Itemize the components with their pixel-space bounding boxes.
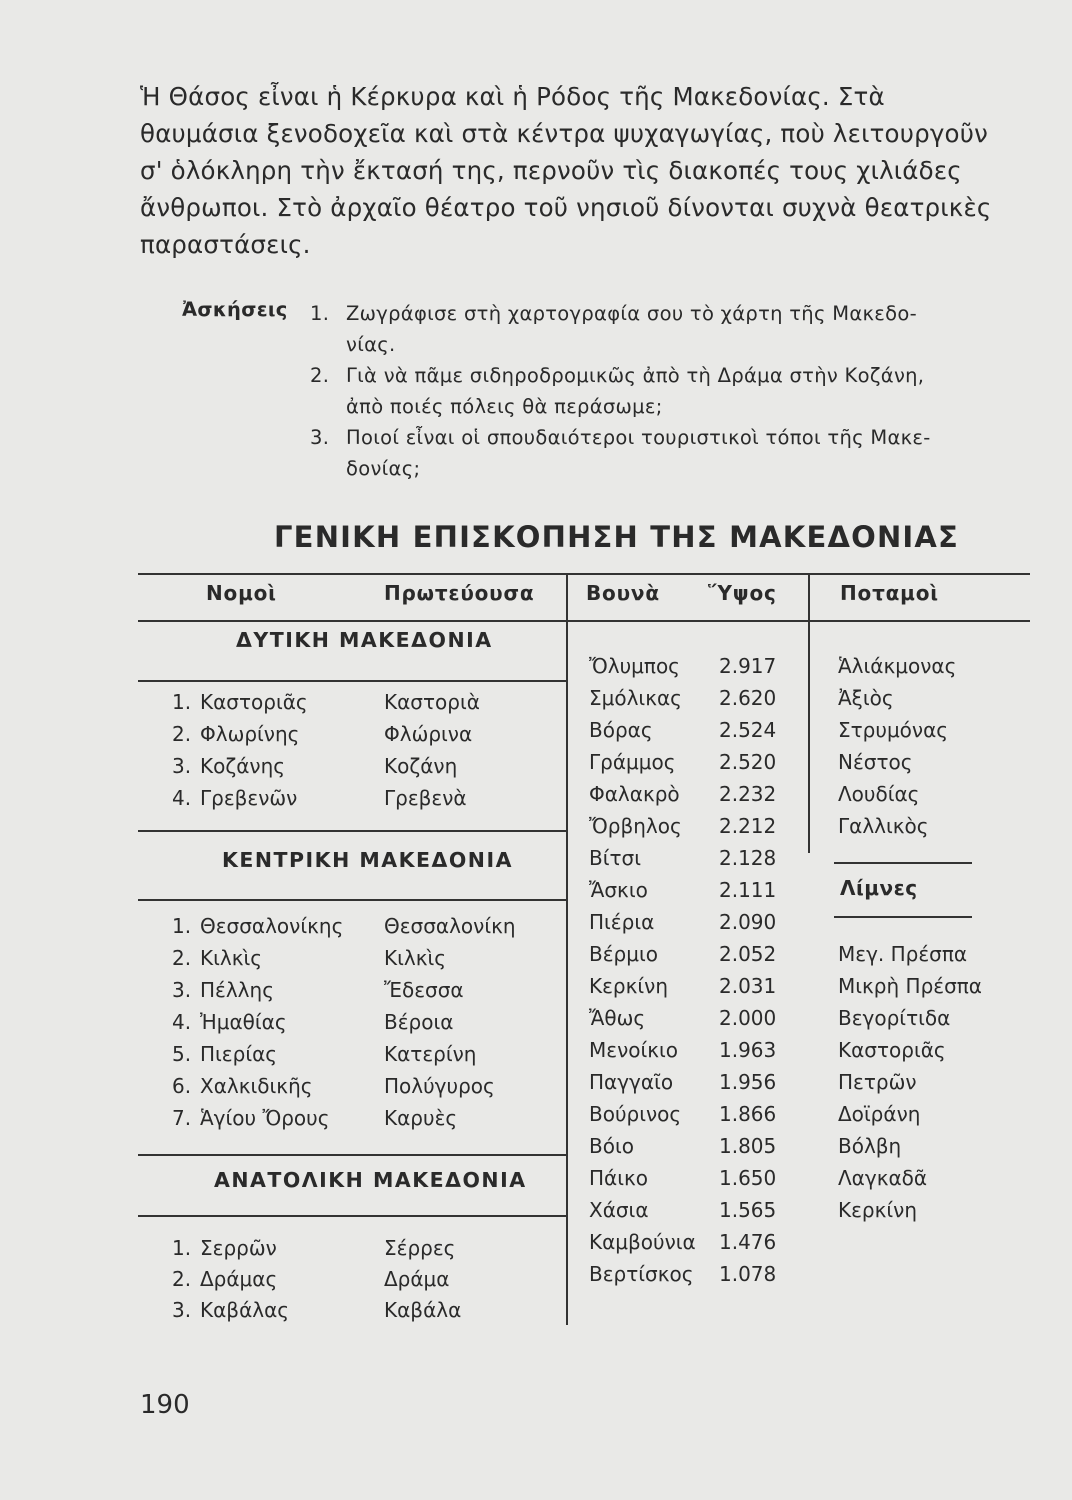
mountain-height: 2.917 [719,654,777,678]
mountain-name: Γράμμος [589,750,676,774]
prefecture-name: Καβάλας [200,1298,290,1322]
mountain-height: 1.956 [719,1070,777,1094]
prefecture-name: Φλωρίνης [200,722,300,746]
exercise-number: 1. [310,302,330,325]
row-number: 2. [172,1267,192,1291]
mountain-height: 1.650 [719,1166,777,1190]
capital-name: Δράμα [384,1267,450,1291]
header-capital: Πρωτεύουσα [384,581,535,605]
prefecture-name: Σερρῶν [200,1236,277,1260]
row-number: 3. [172,754,192,778]
prefecture-name: Κοζάνης [200,754,285,778]
region-heading: ΔΥΤΙΚΗ ΜΑΚΕΔΟΝΙΑ [236,628,493,652]
row-number: 7. [172,1106,192,1130]
exercise-text: Ποιοί εἶναι οἱ σπουδαιότεροι τουριστικοὶ τόποι τῆς Μακε- [346,426,931,449]
header-altitude: Ὕψος [708,581,777,605]
river-name: Στρυμόνας [838,718,948,742]
region-rule [138,1154,566,1156]
region-rule [138,830,566,832]
prefecture-name: Καστοριᾶς [200,690,308,714]
mountain-name: Κερκίνη [589,974,669,998]
lake-name: Βόλβη [838,1134,902,1158]
paragraph-line: θαυμάσια ξενοδοχεῖα καὶ στὰ κέντρα ψυχαγωγίας, ποὺ λειτουργοῦν [140,119,988,148]
lake-name: Μεγ. Πρέσπα [838,942,968,966]
exercise-number: 2. [310,364,330,387]
region-rule [138,1215,566,1217]
lakes-heading: Λίμνες [840,876,918,900]
paragraph-line: ἄνθρωποι. Στὸ ἀρχαῖο θέατρο τοῦ νησιοῦ δίνονται συχνὰ θεατρικὲς [140,193,992,222]
lake-name: Πετρῶν [838,1070,917,1094]
mountain-name: Μενοίκιο [589,1038,679,1062]
paragraph-line: σ' ὁλόκληρη τὴν ἔκτασή της, περνοῦν τὶς διακοπές τους χιλιάδες [140,156,962,185]
exercise-text: δονίας; [346,457,421,480]
mountain-height: 2.111 [719,878,777,902]
mountain-name: Ἄθως [589,1006,646,1030]
region-rule [138,680,566,682]
mountain-name: Βόιο [589,1134,634,1158]
exercise-text: ἀπὸ ποιές πόλεις θὰ περάσωμε; [346,395,663,418]
page-number: 190 [140,1390,190,1420]
mountain-name: Βόρας [589,718,653,742]
exercise-text: Ζωγράφισε στὴ χαρτογραφία σου τὸ χάρτη τῆς Μακεδο- [346,302,917,325]
row-number: 1. [172,914,192,938]
mountain-name: Πάικο [589,1166,649,1190]
table-title: ΓΕΝΙΚΗ ΕΠΙΣΚΟΠΗΣΗ ΤΗΣ ΜΑΚΕΔΟΝΙΑΣ [274,520,960,554]
header-mountains: Βουνὰ [586,581,660,605]
region-heading: ΑΝΑΤΟΛΙΚΗ ΜΑΚΕΔΟΝΙΑ [214,1168,527,1192]
mountain-height: 2.524 [719,718,777,742]
prefecture-name: Θεσσαλονίκης [200,914,344,938]
paragraph-line: Ἡ Θάσος εἶναι ἡ Κέρκυρα καὶ ἡ Ρόδος τῆς Μακεδονίας. Στὰ [140,82,885,111]
capital-name: Βέροια [384,1010,454,1034]
river-name: Νέστος [838,750,913,774]
capital-name: Φλώρινα [384,722,473,746]
row-number: 3. [172,978,192,1002]
prefecture-name: Δράμας [200,1267,278,1291]
lake-name: Βεγορίτιδα [838,1006,951,1030]
region-heading: ΚΕΝΤΡΙΚΗ ΜΑΚΕΔΟΝΙΑ [222,848,513,872]
mountain-height: 2.232 [719,782,777,806]
mountain-height: 2.031 [719,974,777,998]
mountain-height: 1.565 [719,1198,777,1222]
mountain-height: 2.000 [719,1006,777,1030]
capital-name: Καβάλα [384,1298,462,1322]
mountain-height: 1.805 [719,1134,777,1158]
prefecture-name: Πέλλης [200,978,274,1002]
exercise-text: νίας. [346,333,396,356]
mountain-name: Χάσια [589,1198,649,1222]
river-name: Λουδίας [838,782,920,806]
lake-name: Κερκίνη [838,1198,918,1222]
river-name: Ἁλιάκμονας [838,654,957,678]
capital-name: Κατερίνη [384,1042,477,1066]
header-rivers: Ποταμοὶ [840,581,939,605]
region-rule [138,899,566,901]
prefecture-name: Ἠμαθίας [200,1010,287,1034]
mountain-height: 2.052 [719,942,777,966]
row-number: 1. [172,690,192,714]
row-number: 5. [172,1042,192,1066]
mountain-name: Βερτίσκος [589,1262,694,1286]
capital-name: Καρυὲς [384,1106,458,1130]
intro-paragraph [140,78,1040,263]
paragraph-line: παραστάσεις. [140,230,311,259]
capital-name: Ἔδεσσα [384,978,464,1002]
row-number: 3. [172,1298,192,1322]
mountain-height: 2.212 [719,814,777,838]
capital-name: Θεσσαλονίκη [384,914,516,938]
row-number: 2. [172,722,192,746]
mountain-name: Καμβούνια [589,1230,696,1254]
mountain-name: Βούρινος [589,1102,682,1126]
exercise-number: 3. [310,426,330,449]
exercise-text: Γιὰ νὰ πᾶμε σιδηροδρομικῶς ἀπὸ τὴ Δράμα στὴν Κοζάνη, [346,364,925,387]
row-number: 4. [172,786,192,810]
mountain-name: Παγγαῖο [589,1070,674,1094]
lake-name: Δοϊράνη [838,1102,921,1126]
mountain-height: 2.520 [719,750,777,774]
mountain-height: 1.963 [719,1038,777,1062]
capital-name: Γρεβενὰ [384,786,467,810]
river-name: Γαλλικὸς [838,814,929,838]
mountain-name: Ὄρβηλος [589,814,682,838]
mountain-name: Βίτσι [589,846,641,870]
table-top-rule [138,573,1030,575]
capital-name: Κοζάνη [384,754,458,778]
lakes-rule [834,916,972,918]
lake-name: Μικρὴ Πρέσπα [838,974,982,998]
prefecture-name: Χαλκιδικῆς [200,1074,313,1098]
mountain-name: Φαλακρὸ [589,782,680,806]
exercises-heading: Ἀσκήσεις [182,298,288,321]
row-number: 2. [172,946,192,970]
column-divider [566,573,568,1325]
mountain-height: 1.078 [719,1262,777,1286]
lake-name: Καστοριᾶς [838,1038,946,1062]
mountain-height: 1.866 [719,1102,777,1126]
mountain-name: Βέρμιο [589,942,658,966]
capital-name: Σέρρες [384,1236,456,1260]
header-prefectures: Νομοὶ [206,581,277,605]
prefecture-name: Ἁγίου Ὄρους [200,1106,330,1130]
capital-name: Πολύγυρος [384,1074,495,1098]
lake-name: Λαγκαδᾶ [838,1166,928,1190]
mountain-height: 2.620 [719,686,777,710]
mountain-name: Πιέρια [589,910,655,934]
prefecture-name: Κιλκὶς [200,946,263,970]
prefecture-name: Πιερίας [200,1042,278,1066]
river-name: Ἀξιὸς [838,686,894,710]
mountain-name: Ὄλυμπος [589,654,680,678]
mountain-name: Σμόλικας [589,686,682,710]
header-bottom-rule [138,620,1030,622]
column-divider [808,573,810,853]
mountain-height: 2.128 [719,846,777,870]
capital-name: Καστοριὰ [384,690,480,714]
mountain-height: 1.476 [719,1230,777,1254]
capital-name: Κιλκὶς [384,946,447,970]
prefecture-name: Γρεβενῶν [200,786,298,810]
mountain-height: 2.090 [719,910,777,934]
mountain-name: Ἄσκιο [589,878,648,902]
lakes-rule [834,862,972,864]
row-number: 1. [172,1236,192,1260]
row-number: 4. [172,1010,192,1034]
row-number: 6. [172,1074,192,1098]
